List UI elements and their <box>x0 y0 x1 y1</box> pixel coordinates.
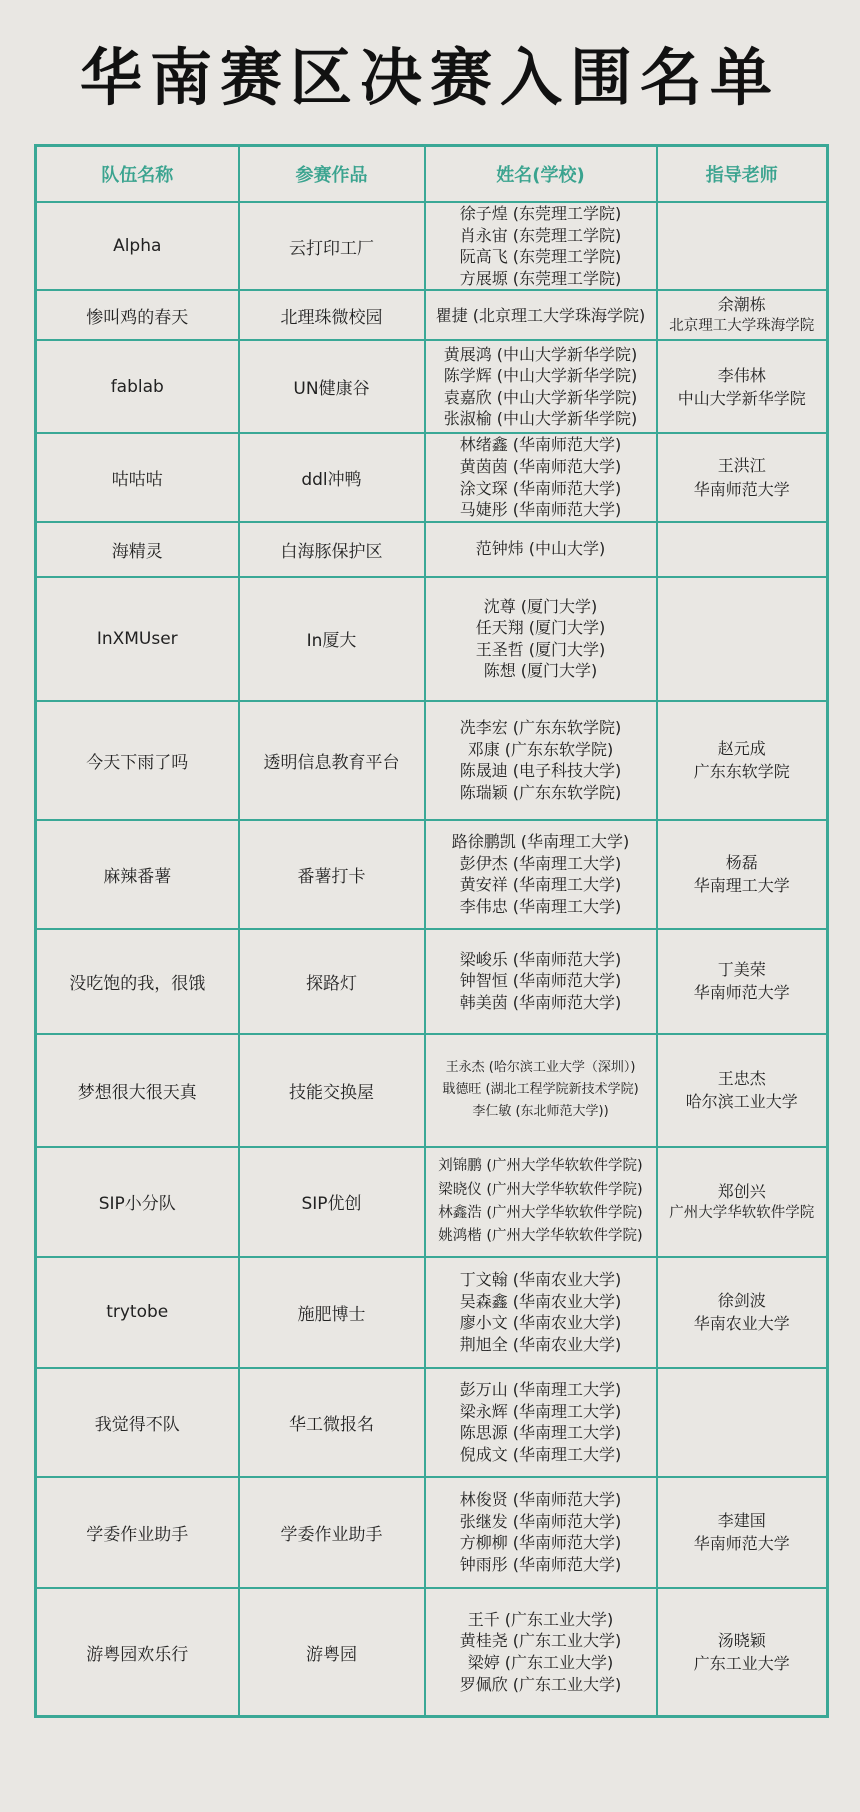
member-entry: 陈学辉 (中山大学新华学院) <box>443 366 638 386</box>
table-row <box>36 820 828 929</box>
members-cell <box>425 340 657 433</box>
team-name-cell: 没吃饱的我，很饿 <box>36 929 239 1034</box>
members-cell <box>425 577 657 701</box>
advisor-cell <box>657 1588 828 1717</box>
table-row <box>36 433 828 521</box>
table-body <box>36 202 828 1717</box>
member-entry: 林鑫浩 (广州大学华软软件学院) <box>438 1204 643 1221</box>
work-title-cell: 白海豚保护区 <box>239 522 425 577</box>
member-entry: 丁文翰 (华南农业大学) <box>459 1270 622 1290</box>
team-name-cell: 海精灵 <box>36 522 239 577</box>
member-entry: 范钟炜 (中山大学) <box>475 539 606 559</box>
advisor-name: 李建国 <box>717 1511 766 1531</box>
member-entry: 王圣哲 (厦门大学) <box>475 639 606 659</box>
team-name-cell: 梦想很大很天真 <box>36 1034 239 1147</box>
members-cell <box>425 1257 657 1368</box>
member-entry: 倪成文 (华南理工大学) <box>459 1444 622 1464</box>
table-row <box>36 202 828 290</box>
members-cell <box>425 1147 657 1257</box>
member-entry: 张淑榆 (中山大学新华学院) <box>443 409 638 429</box>
member-entry: 林绪鑫 (华南师范大学) <box>459 435 622 455</box>
advisor-name: 郑创兴 <box>717 1181 766 1201</box>
member-entry: 李仁敏 (东北师范大学)) <box>472 1104 609 1120</box>
advisor-cell <box>657 433 828 521</box>
member-entry: 阮高飞 (东莞理工学院) <box>459 247 622 267</box>
advisor-cell <box>657 1257 828 1368</box>
team-name-cell: 咕咕咕 <box>36 433 239 521</box>
member-entry: 彭万山 (华南理工大学) <box>459 1380 622 1400</box>
advisor-cell <box>657 577 828 701</box>
members-cell <box>425 522 657 577</box>
table-row <box>36 1034 828 1147</box>
member-entry: 瞿捷 (北京理工大学珠海学院) <box>435 305 646 325</box>
advisor-school: 北京理工大学珠海学院 <box>669 318 815 335</box>
team-name-cell: InXMUser <box>36 577 239 701</box>
member-entry: 罗佩欣 (广东工业大学) <box>459 1674 622 1694</box>
work-title-cell: In厦大 <box>239 577 425 701</box>
team-name-cell: 麻辣番薯 <box>36 820 239 929</box>
team-name-cell: 今天下雨了吗 <box>36 701 239 820</box>
work-title-cell: 技能交换屋 <box>239 1034 425 1147</box>
work-title-cell: ddl冲鸭 <box>239 433 425 521</box>
advisor-cell <box>657 929 828 1034</box>
team-name-cell: fablab <box>36 340 239 433</box>
member-entry: 徐子煌 (东莞理工学院) <box>459 204 622 223</box>
work-title-cell: 学委作业助手 <box>239 1477 425 1588</box>
advisor-cell <box>657 1368 828 1477</box>
member-entry: 李伟忠 (华南理工大学) <box>459 896 622 916</box>
advisor-school: 广东东软学院 <box>693 762 790 782</box>
member-entry: 肖永宙 (东莞理工学院) <box>459 225 622 245</box>
advisor-school: 哈尔滨工业大学 <box>685 1092 798 1112</box>
table-row <box>36 1257 828 1368</box>
advisor-name: 赵元成 <box>717 739 766 759</box>
member-entry: 姚鸿楷 (广州大学华软软件学院) <box>438 1227 643 1244</box>
work-title-cell: 番薯打卡 <box>239 820 425 929</box>
member-entry: 袁嘉欣 (中山大学新华学院) <box>443 387 638 407</box>
advisor-school: 华南农业大学 <box>693 1314 790 1334</box>
members-cell <box>425 202 657 290</box>
member-entry: 冼李宏 (广东东软学院) <box>459 718 622 738</box>
advisor-cell <box>657 340 828 433</box>
work-title-cell: 透明信息教育平台 <box>239 701 425 820</box>
header-row <box>36 146 828 203</box>
member-entry: 林俊贤 (华南师范大学) <box>459 1490 622 1510</box>
member-entry: 戢德旺 (湖北工程学院新技术学院) <box>442 1082 639 1098</box>
advisor-school: 广东工业大学 <box>693 1654 790 1673</box>
members-cell <box>425 929 657 1034</box>
member-entry: 邓康 (广东东软学院) <box>467 739 614 759</box>
advisor-cell <box>657 701 828 820</box>
advisor-school: 华南师范大学 <box>693 983 790 1003</box>
work-title-cell: 游粤园 <box>239 1588 425 1717</box>
members-cell <box>425 1034 657 1147</box>
advisor-name: 李伟林 <box>717 365 766 385</box>
member-entry: 荆旭全 (华南农业大学) <box>459 1334 622 1354</box>
finalist-table <box>34 144 829 1718</box>
member-entry: 涂文琛 (华南师范大学) <box>459 478 622 498</box>
advisor-cell <box>657 1477 828 1588</box>
advisor-name: 王忠杰 <box>717 1069 766 1089</box>
advisor-cell <box>657 522 828 577</box>
member-entry: 彭伊杰 (华南理工大学) <box>459 853 622 873</box>
team-name-cell: 游粤园欢乐行 <box>36 1588 239 1717</box>
member-entry: 马婕彤 (华南师范大学) <box>459 500 622 520</box>
header-members: 姓名(学校) <box>425 146 657 203</box>
member-entry: 韩美茵 (华南师范大学) <box>459 993 622 1013</box>
member-entry: 梁永辉 (华南理工大学) <box>459 1401 622 1421</box>
advisor-school: 广州大学华软软件学院 <box>669 1204 815 1221</box>
table-row <box>36 577 828 701</box>
member-entry: 方柳柳 (华南师范大学) <box>459 1533 622 1553</box>
member-entry: 吴森鑫 (华南农业大学) <box>459 1291 622 1311</box>
advisor-school: 中山大学新华学院 <box>677 388 806 408</box>
work-title-cell: 云打印工厂 <box>239 202 425 290</box>
team-name-cell: 惨叫鸡的春天 <box>36 290 239 340</box>
table-row <box>36 522 828 577</box>
member-entry: 黄茵茵 (华南师范大学) <box>459 456 622 476</box>
advisor-cell <box>657 1147 828 1257</box>
member-entry: 黄安祥 (华南理工大学) <box>459 875 622 895</box>
header-team: 队伍名称 <box>36 146 239 203</box>
team-name-cell: 学委作业助手 <box>36 1477 239 1588</box>
advisor-name: 汤晓颖 <box>717 1630 766 1650</box>
team-name-cell: Alpha <box>36 202 239 290</box>
team-name-cell: 我觉得不队 <box>36 1368 239 1477</box>
member-entry: 方展塬 (东莞理工学院) <box>459 268 622 288</box>
table-row <box>36 1147 828 1257</box>
table-row <box>36 1588 828 1717</box>
members-cell <box>425 290 657 340</box>
advisor-name: 徐剑波 <box>717 1291 766 1311</box>
advisor-name: 余潮栋 <box>717 295 766 315</box>
page-title: 华南赛区决赛入围名单 <box>79 41 780 114</box>
work-title-cell: 北理珠微校园 <box>239 290 425 340</box>
members-cell <box>425 820 657 929</box>
member-entry: 黄展鸿 (中山大学新华学院) <box>443 344 638 364</box>
members-cell <box>425 701 657 820</box>
members-cell <box>425 1588 657 1717</box>
member-entry: 梁晓仪 (广州大学华软软件学院) <box>438 1181 643 1198</box>
member-entry: 刘锦鹏 (广州大学华软软件学院) <box>438 1158 643 1175</box>
advisor-name: 王洪江 <box>717 456 766 476</box>
member-entry: 任天翔 (厦门大学) <box>475 618 606 638</box>
work-title-cell: UN健康谷 <box>239 340 425 433</box>
advisor-name: 杨磊 <box>725 853 758 873</box>
member-entry: 陈瑞颖 (广东东软学院) <box>459 782 622 802</box>
member-entry: 王千 (广东工业大学) <box>467 1609 614 1629</box>
table-row <box>36 929 828 1034</box>
team-name-cell: SIP小分队 <box>36 1147 239 1257</box>
member-entry: 梁峻乐 (华南师范大学) <box>459 949 622 969</box>
advisor-cell <box>657 202 828 290</box>
member-entry: 张继发 (华南师范大学) <box>459 1511 622 1531</box>
member-entry: 陈思源 (华南理工大学) <box>459 1423 622 1443</box>
header-work: 参赛作品 <box>239 146 425 203</box>
advisor-cell <box>657 820 828 929</box>
member-entry: 廖小文 (华南农业大学) <box>459 1313 622 1333</box>
members-cell <box>425 433 657 521</box>
advisor-name: 丁美荣 <box>717 960 766 980</box>
table-row <box>36 1368 828 1477</box>
member-entry: 钟智恒 (华南师范大学) <box>459 971 622 991</box>
table-row <box>36 701 828 820</box>
team-name-cell: trytobe <box>36 1257 239 1368</box>
member-entry: 沈尊 (厦门大学) <box>483 596 598 616</box>
table-row <box>36 340 828 433</box>
member-entry: 梁婷 (广东工业大学) <box>467 1653 614 1672</box>
member-entry: 钟雨彤 (华南师范大学) <box>459 1554 622 1574</box>
member-entry: 陈想 (厦门大学) <box>483 661 598 681</box>
table-row <box>36 1477 828 1588</box>
advisor-school: 华南师范大学 <box>693 479 790 499</box>
member-entry: 陈晟迪 (电子科技大学) <box>459 761 622 781</box>
work-title-cell: 华工微报名 <box>239 1368 425 1477</box>
advisor-cell <box>657 290 828 340</box>
header-advisor: 指导老师 <box>657 146 828 203</box>
work-title-cell: 施肥博士 <box>239 1257 425 1368</box>
work-title-cell: 探路灯 <box>239 929 425 1034</box>
member-entry: 路徐鹏凯 (华南理工大学) <box>451 832 630 852</box>
advisor-cell <box>657 1034 828 1147</box>
work-title-cell: SIP优创 <box>239 1147 425 1257</box>
advisor-school: 华南师范大学 <box>693 1534 790 1554</box>
member-entry: 王永杰 (哈尔滨工业大学（深圳）) <box>445 1060 636 1076</box>
table-row <box>36 290 828 340</box>
members-cell <box>425 1368 657 1477</box>
advisor-school: 华南理工大学 <box>693 876 790 896</box>
member-entry: 黄桂尧 (广东工业大学) <box>459 1631 622 1651</box>
members-cell <box>425 1477 657 1588</box>
